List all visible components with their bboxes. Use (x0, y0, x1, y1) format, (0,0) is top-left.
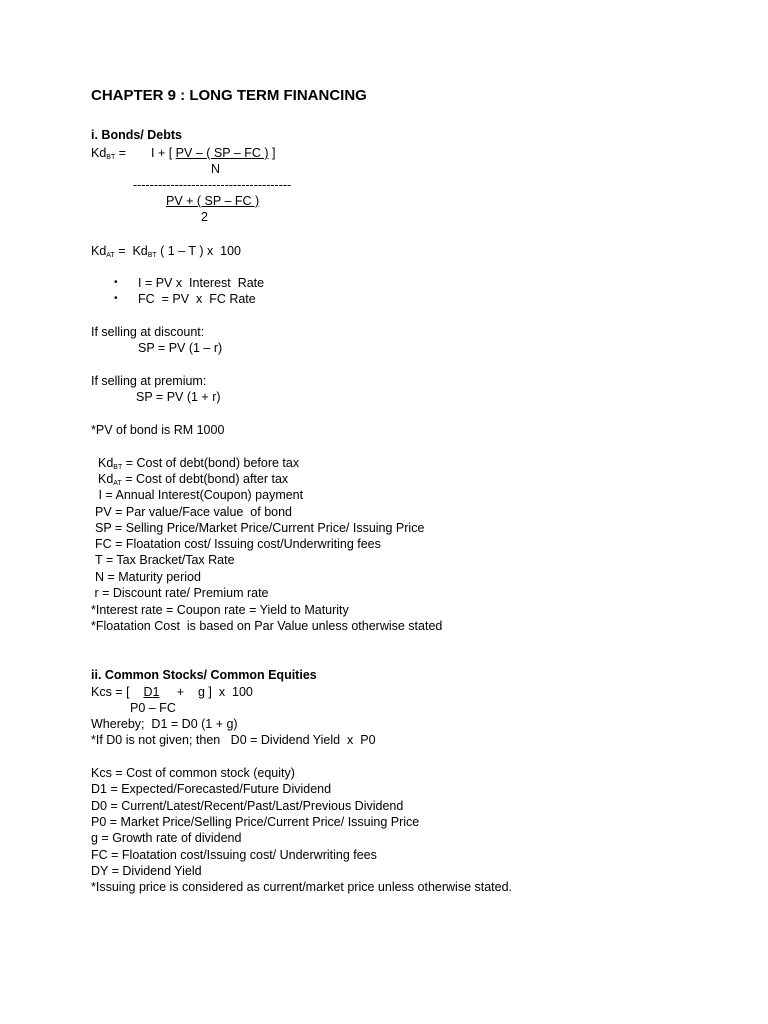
definition-line: SP = Selling Price/Market Price/Current Price/ Issuing Price (95, 521, 425, 535)
kcs-formula: Kcs = [ D1 + g ] x 100 (91, 685, 253, 699)
stock-definition-line: D1 = Expected/Forecasted/Future Dividend (91, 782, 332, 796)
definition-kdat: $Kd_{AT}$ = Cost of debt(bond) after tax (98, 472, 289, 487)
stock-definition-line: Kcs = Cost of common stock (equity) (91, 766, 295, 780)
premium-formula: SP = PV (1 + r) (136, 390, 221, 404)
bullet-item: FC = PV x FC Rate (138, 292, 256, 306)
stock-definition-line: *Issuing price is considered as current/market price unless otherwise stated. (91, 880, 513, 894)
kdbt-n: N (211, 162, 221, 176)
kdbt-lhs: $Kd_{BT}$ = (91, 146, 127, 161)
stock-definition-line: g = Growth rate of dividend (91, 831, 242, 845)
definition-line: *Interest rate = Coupon rate = Yield to Maturity (91, 603, 349, 617)
bullet-item: I = PV x Interest Rate (138, 276, 265, 290)
definition-line: T = Tax Bracket/Tax Rate (95, 553, 235, 567)
kcs-denominator: P0 – FC (130, 701, 176, 715)
definition-line: N = Maturity period (95, 570, 201, 584)
discount-formula: SP = PV (1 – r) (138, 341, 223, 355)
fraction-divider: -------------------------------------- (133, 178, 292, 192)
page-title: CHAPTER 9 : LONG TERM FINANCING (91, 87, 367, 104)
discount-label: If selling at discount: (91, 325, 205, 339)
definition-line: *Floatation Cost is based on Par Value unless otherwise stated (91, 619, 443, 633)
definition-line: I = Annual Interest(Coupon) payment (95, 488, 304, 502)
stock-definition-line: FC = Floatation cost/Issuing cost/ Underwriting fees (91, 848, 377, 862)
stocks-heading: ii. Common Stocks/ Common Equities (91, 668, 317, 682)
kdbt-denominator: PV + ( SP – FC ) (166, 194, 260, 208)
kdbt-two: 2 (201, 210, 208, 224)
definition-line: r = Discount rate/ Premium rate (91, 586, 269, 600)
definition-kdbt: $Kd_{BT}$ = Cost of debt(bond) before tax (98, 456, 300, 471)
pv-note: *PV of bond is RM 1000 (91, 423, 225, 437)
whereby-line: Whereby; D1 = D0 (1 + g) (91, 717, 238, 731)
definition-line: FC = Floatation cost/ Issuing cost/Underwriting fees (95, 537, 381, 551)
premium-label: If selling at premium: (91, 374, 207, 388)
stock-definition-line: P0 = Market Price/Selling Price/Current Price/ Issuing Price (91, 815, 420, 829)
kdbt-numerator: I + [ PV – ( SP – FC ) ] (151, 146, 276, 160)
stock-definition-line: DY = Dividend Yield (91, 864, 202, 878)
d0-note: *If D0 is not given; then D0 = Dividend Yield x P0 (91, 733, 376, 747)
bonds-heading: i. Bonds/ Debts (91, 128, 182, 142)
stock-definition-line: D0 = Current/Latest/Recent/Past/Last/Previous Dividend (91, 799, 404, 813)
bullet-icon: • (114, 277, 118, 288)
kdat-formula: $Kd_{AT} = Kd_{BT}$ ( 1 – T ) x 100 (91, 244, 242, 259)
bullet-icon: • (114, 293, 118, 304)
definition-line: PV = Par value/Face value of bond (95, 505, 292, 519)
